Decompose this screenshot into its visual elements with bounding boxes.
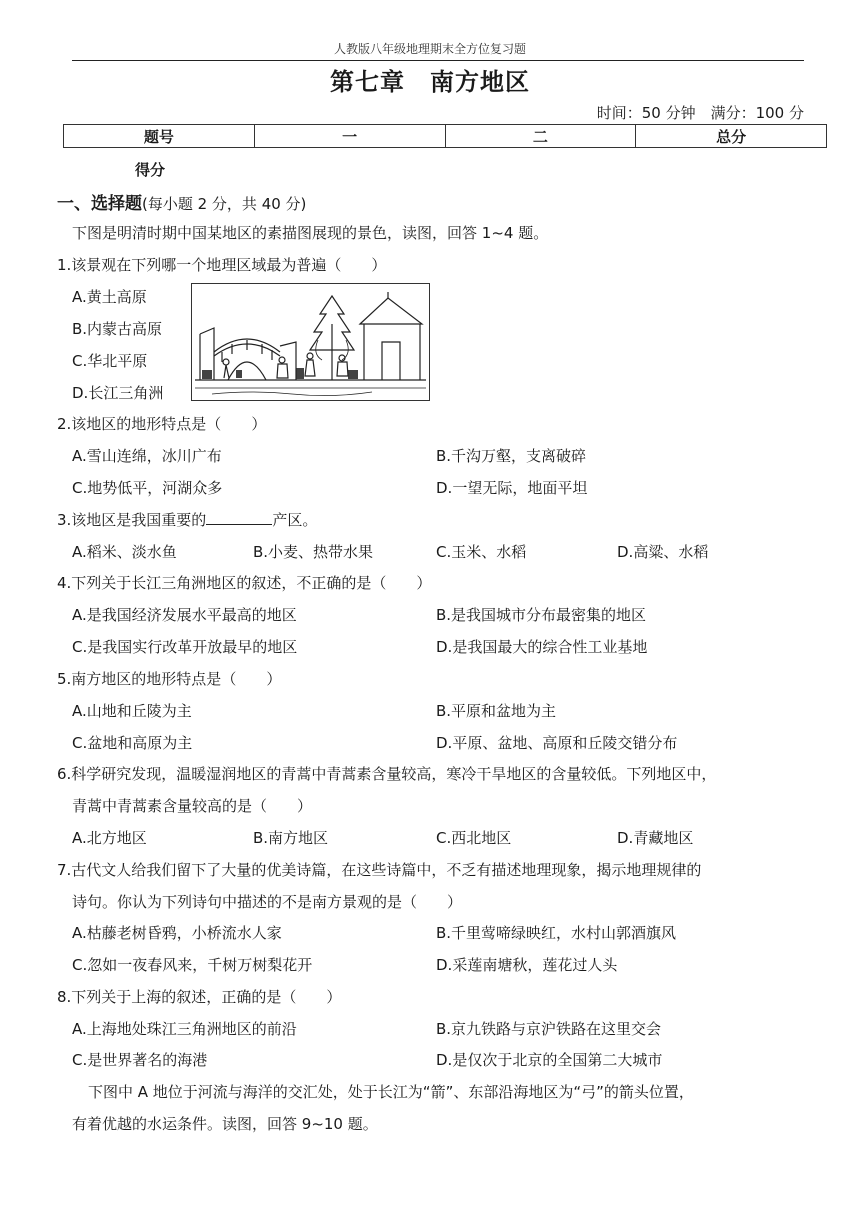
question-2-option-c: C.地势低平，河湖众多 [72, 479, 223, 497]
question-6-option-a: A.北方地区 [72, 829, 147, 847]
question-8-stem: 8.下列关于上海的叙述，正确的是（ ） [57, 988, 342, 1006]
question-8-option-b: B.京九铁路与京沪铁路在这里交会 [436, 1020, 662, 1038]
question-1-option-d: D.长江三角洲 [72, 384, 164, 402]
question-6-option-d: D.青藏地区 [617, 829, 694, 847]
question-3-option-c: C.玉米、水稻 [436, 543, 527, 561]
landscape-sketch-image [191, 283, 430, 401]
question-5-option-c: C.盆地和高原为主 [72, 734, 193, 752]
question-1-option-b: B.内蒙古高原 [72, 320, 163, 338]
question-7-stem-line2: 诗句。你认为下列诗句中描述的不是南方景观的是（ ） [72, 893, 463, 911]
question-7-option-c: C.忽如一夜春风来，千树万树梨花开 [72, 956, 313, 974]
question-7-option-b: B.千里莺啼绿映红，水村山郭酒旗风 [436, 924, 677, 942]
score-table-header-row [64, 125, 827, 148]
section-note: (每小题 2 分，共 40 分) [142, 195, 307, 213]
question-4-option-d: D.是我国最大的综合性工业基地 [436, 638, 648, 656]
question-1-option-a: A.黄土高原 [72, 288, 147, 306]
score-col-total: 总分 [636, 125, 827, 148]
question-6-option-b: B.南方地区 [253, 829, 329, 847]
question-7-option-a: A.枯藤老树昏鸦，小桥流水人家 [72, 924, 282, 942]
question-3-option-d: D.高粱、水稻 [617, 543, 709, 561]
question-3-stem-after: 产区。 [272, 511, 318, 529]
question-5-option-b: B.平原和盆地为主 [436, 702, 557, 720]
question-6-stem-line1: 6.科学研究发现，温暖湿润地区的青蒿中青蒿素含量较高，寒冷干旱地区的含量较低。下列地区中， [57, 765, 717, 783]
question-8-option-c: C.是世界著名的海港 [72, 1051, 208, 1069]
question-5-option-d: D.平原、盆地、高原和丘陵交错分布 [436, 734, 678, 752]
section-title: 一、选择题 [57, 194, 142, 214]
intro-paragraph-1: 下图是明清时期中国某地区的素描图展现的景色，读图，回答 1~4 题。 [72, 224, 549, 242]
question-2-option-a: A.雪山连绵，冰川广布 [72, 447, 222, 465]
score-col-part2: 二 [445, 125, 636, 148]
question-3-stem [57, 509, 317, 530]
question-4-option-c: C.是我国实行改革开放最早的地区 [72, 638, 298, 656]
question-5-option-a: A.山地和丘陵为主 [72, 702, 192, 720]
intro-paragraph-2-line2: 有着优越的水运条件。读图，回答 9~10 题。 [72, 1115, 378, 1133]
question-2-stem: 2.该地区的地形特点是（ ） [57, 415, 267, 433]
question-4-stem: 4.下列关于长江三角洲地区的叙述，不正确的是（ ） [57, 574, 432, 592]
question-6-option-c: C.西北地区 [436, 829, 512, 847]
chapter-title: 第七章 南方地区 [330, 67, 530, 96]
intro-paragraph-2-line1: 下图中 A 地位于河流与海洋的交汇处，处于长江为“箭”、东部沿海地区为“弓”的箭头位置， [88, 1083, 694, 1101]
score-col-part1: 一 [254, 125, 445, 148]
score-col-label: 题号 [64, 125, 255, 148]
page-header: 人教版八年级地理期末全方位复习题 [333, 42, 526, 56]
question-3-stem-before: 3.该地区是我国重要的 [57, 511, 207, 529]
question-5-stem: 5.南方地区的地形特点是（ ） [57, 670, 282, 688]
question-2-option-d: D.一望无际，地面平坦 [436, 479, 588, 497]
question-2-option-b: B.千沟万壑，支离破碎 [436, 447, 587, 465]
section-heading [57, 189, 306, 214]
score-table [63, 124, 827, 148]
question-8-option-d: D.是仅次于北京的全国第二大城市 [436, 1051, 663, 1069]
question-1-stem: 1.该景观在下列哪一个地理区域最为普遍（ ） [57, 256, 387, 274]
question-4-option-a: A.是我国经济发展水平最高的地区 [72, 606, 297, 624]
question-3-option-b: B.小麦、热带水果 [253, 543, 374, 561]
question-6-stem-line2: 青蒿中青蒿素含量较高的是（ ） [72, 797, 313, 815]
question-4-option-b: B.是我国城市分布最密集的地区 [436, 606, 647, 624]
score-row-label: 得分 [135, 161, 166, 179]
question-1-option-c: C.华北平原 [72, 352, 148, 370]
exam-info: 时间：50 分钟 满分：100 分 [596, 104, 804, 122]
answer-blank [206, 509, 272, 525]
question-8-option-a: A.上海地处珠江三角洲地区的前沿 [72, 1020, 297, 1038]
question-7-stem-line1: 7.古代文人给我们留下了大量的优美诗篇，在这些诗篇中，不乏有描述地理现象，揭示地理规律的 [57, 861, 702, 879]
header-divider [72, 60, 804, 61]
question-3-option-a: A.稻米、淡水鱼 [72, 543, 177, 561]
question-7-option-d: D.采莲南塘秋，莲花过人头 [436, 956, 618, 974]
